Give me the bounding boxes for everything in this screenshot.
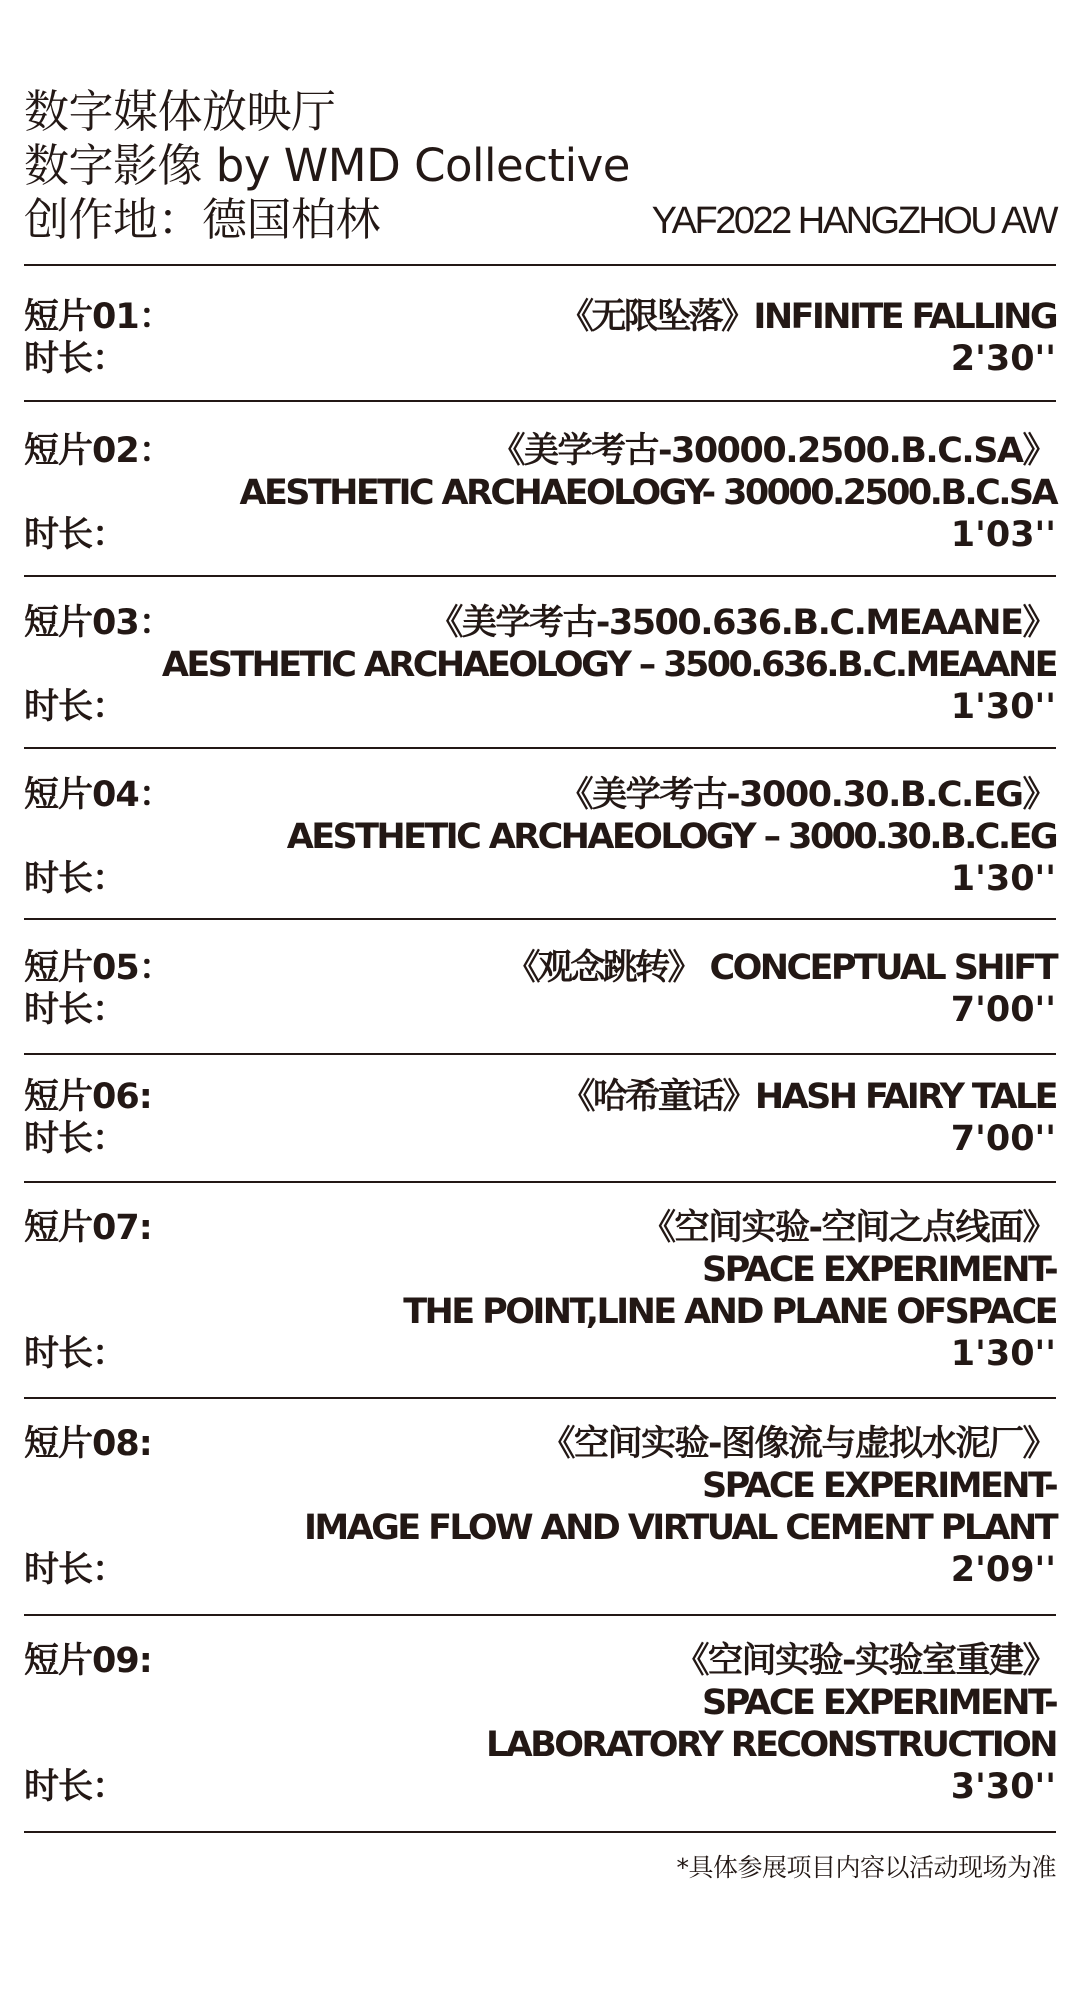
film-duration: 1'30'' bbox=[950, 687, 1056, 727]
film-number-label: 短片03： bbox=[24, 603, 173, 643]
header bbox=[24, 0, 1056, 262]
divider bbox=[24, 1397, 1056, 1399]
divider bbox=[24, 1831, 1056, 1833]
film-duration: 2'30'' bbox=[950, 339, 1056, 379]
duration-label: 时长： bbox=[24, 1767, 127, 1807]
divider bbox=[24, 1053, 1056, 1055]
film-title-english-line1: SPACE EXPERIMENT- bbox=[701, 1466, 1056, 1506]
duration-label: 时长： bbox=[24, 515, 127, 555]
film-title-chinese: 《空间实验-图像流与虚拟水泥厂》 bbox=[540, 1424, 1056, 1464]
duration-label: 时长： bbox=[24, 859, 127, 899]
film-duration: 7'00'' bbox=[950, 990, 1056, 1030]
disclaimer-note: *具体参展项目内容以活动现场为准 bbox=[676, 1853, 1056, 1882]
film-number-label: 短片08: bbox=[24, 1424, 152, 1464]
film-duration: 3'30'' bbox=[950, 1767, 1056, 1807]
film-title-english-line2: IMAGE FLOW AND VIRTUAL CEMENT PLANT bbox=[303, 1508, 1056, 1548]
film-title-chinese: 《空间实验-空间之点线面》 bbox=[640, 1208, 1056, 1248]
duration-label: 时长： bbox=[24, 339, 127, 379]
film-title-english-line1: SPACE EXPERIMENT- bbox=[701, 1250, 1056, 1290]
film-entry-05 bbox=[24, 947, 1056, 1031]
duration-label: 时长： bbox=[24, 1119, 127, 1159]
creation-location: 创作地：德国柏林 bbox=[24, 193, 381, 246]
film-title-english: AESTHETIC ARCHAEOLOGY- 30000.2500.B.C.SA bbox=[239, 473, 1056, 513]
venue-title: 数字媒体放映厅 bbox=[24, 85, 336, 138]
divider bbox=[24, 1181, 1056, 1183]
film-title: 《无限坠落》INFINITE FALLING bbox=[559, 297, 1056, 337]
film-title: 《哈希童话》HASH FAIRY TALE bbox=[560, 1077, 1056, 1117]
film-entry-07 bbox=[24, 1207, 1056, 1375]
divider bbox=[24, 264, 1056, 266]
film-entry-01 bbox=[24, 296, 1056, 380]
screening-schedule bbox=[24, 0, 1056, 1882]
film-number-label: 短片09: bbox=[24, 1641, 152, 1681]
event-name: YAF2022 HANGZHOU AW bbox=[651, 200, 1056, 242]
film-title-english-line2: THE POINT,LINE AND PLANE OFSPACE bbox=[403, 1292, 1056, 1332]
artist-title: 数字影像 by WMD Collective bbox=[24, 139, 630, 192]
divider bbox=[24, 575, 1056, 577]
film-entry-03 bbox=[24, 602, 1056, 728]
divider bbox=[24, 400, 1056, 402]
film-entry-02 bbox=[24, 430, 1056, 556]
divider bbox=[24, 918, 1056, 920]
film-number-label: 短片06: bbox=[24, 1077, 152, 1117]
film-number-label: 短片04： bbox=[24, 775, 173, 815]
film-number-label: 短片01： bbox=[24, 297, 173, 337]
film-number-label: 短片02： bbox=[24, 431, 173, 471]
film-title-chinese: 《美学考古-3000.30.B.C.EG》 bbox=[558, 775, 1056, 815]
film-number-label: 短片07: bbox=[24, 1208, 152, 1248]
film-entry-04 bbox=[24, 774, 1056, 900]
film-title-english-line1: SPACE EXPERIMENT- bbox=[701, 1683, 1056, 1723]
film-entry-09 bbox=[24, 1640, 1056, 1808]
film-duration: 2'09'' bbox=[950, 1550, 1056, 1590]
duration-label: 时长： bbox=[24, 1334, 127, 1374]
film-duration: 7'00'' bbox=[950, 1119, 1056, 1159]
film-title-english: AESTHETIC ARCHAEOLOGY – 3500.636.B.C.MEAANE bbox=[161, 645, 1056, 685]
film-title-english: AESTHETIC ARCHAEOLOGY – 3000.30.B.C.EG bbox=[286, 817, 1056, 857]
divider bbox=[24, 747, 1056, 749]
film-entry-08 bbox=[24, 1423, 1056, 1591]
duration-label: 时长： bbox=[24, 990, 127, 1030]
film-duration: 1'30'' bbox=[950, 1334, 1056, 1374]
film-title-chinese: 《空间实验-实验室重建》 bbox=[674, 1641, 1056, 1681]
film-duration: 1'30'' bbox=[950, 859, 1056, 899]
duration-label: 时长： bbox=[24, 1550, 127, 1590]
film-title-english-line2: LABORATORY RECONSTRUCTION bbox=[485, 1725, 1056, 1765]
duration-label: 时长： bbox=[24, 687, 127, 727]
film-number-label: 短片05： bbox=[24, 948, 173, 988]
divider bbox=[24, 1614, 1056, 1616]
film-entry-06 bbox=[24, 1076, 1056, 1160]
film-title-chinese: 《美学考古-3500.636.B.C.MEAANE》 bbox=[428, 603, 1056, 643]
film-title-chinese: 《美学考古-30000.2500.B.C.SA》 bbox=[490, 431, 1056, 471]
film-duration: 1'03'' bbox=[950, 515, 1056, 555]
film-title: 《观念跳转》 CONCEPTUAL SHIFT bbox=[505, 948, 1056, 988]
